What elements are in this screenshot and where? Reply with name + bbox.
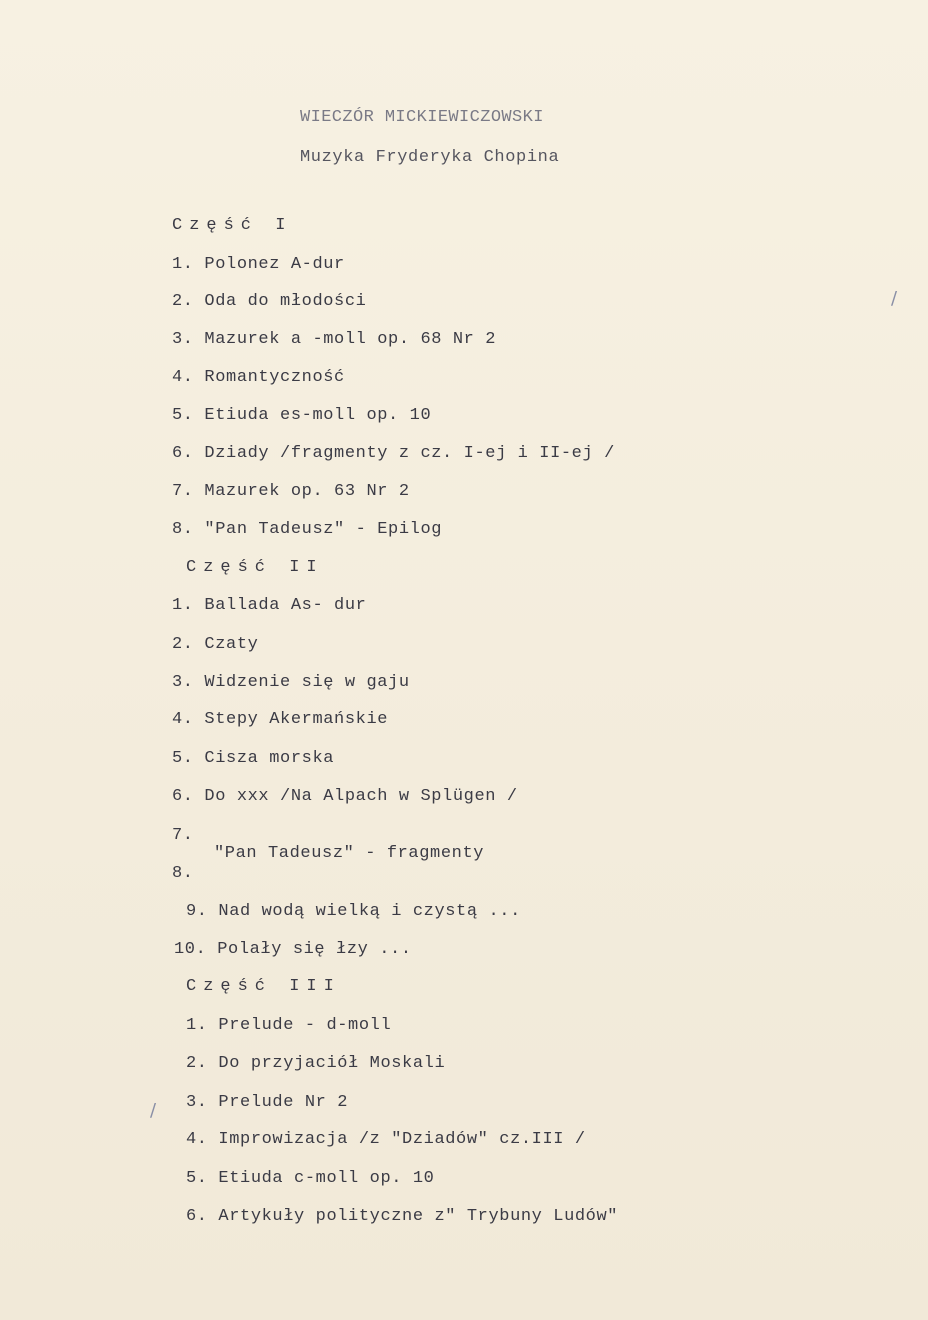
list-item (172, 444, 615, 464)
list-item (172, 368, 345, 388)
item-number: 4. (186, 1130, 208, 1149)
item-text: Etiuda es-moll op. 10 (204, 406, 432, 425)
item-number: 1. (172, 596, 194, 615)
item-number: 3. (186, 1093, 208, 1112)
list-item (172, 673, 410, 693)
item-text: Improwizacja /z "Dziadów" cz.III / (218, 1130, 586, 1149)
item-number: 5. (172, 749, 194, 768)
part-1-heading: Część I (172, 216, 293, 235)
list-item (172, 520, 442, 540)
item-text: Cisza morska (204, 749, 335, 768)
list-item (172, 255, 345, 275)
list-item-number-only (172, 826, 194, 846)
list-item (172, 292, 366, 312)
item-text: Polonez A-dur (204, 255, 345, 274)
grouped-item-text: "Pan Tadeusz" - fragmenty (214, 844, 485, 863)
item-text: Do xxx /Na Alpach w Splügen / (204, 787, 518, 806)
part-2-heading: Część II (186, 558, 324, 577)
pencil-mark-icon: / (891, 288, 898, 309)
item-number: 6. (172, 787, 194, 806)
list-item (186, 1169, 434, 1189)
item-text: Polały się łzy ... (217, 940, 412, 959)
item-number: 5. (172, 406, 194, 425)
item-number: 1. (186, 1016, 208, 1035)
item-number: 6. (172, 444, 194, 463)
item-text: Mazurek a -moll op. 68 Nr 2 (204, 330, 497, 349)
item-text: Do przyjaciół Moskali (218, 1054, 446, 1073)
item-text: "Pan Tadeusz" - Epilog (204, 520, 443, 539)
item-number: 2. (186, 1054, 208, 1073)
item-text: Nad wodą wielką i czystą ... (218, 902, 521, 921)
list-item (186, 1093, 348, 1113)
item-number: 5. (186, 1169, 208, 1188)
item-number: 2. (172, 635, 194, 654)
item-text: Prelude - d-moll (218, 1016, 392, 1035)
item-text: Widzenie się w gaju (204, 673, 410, 692)
list-item-number-only (172, 864, 194, 884)
list-item (186, 902, 521, 922)
list-item (172, 406, 431, 426)
list-item (172, 635, 258, 655)
item-number: 4. (172, 368, 194, 387)
item-text: Stepy Akermańskie (204, 710, 389, 729)
list-item (172, 710, 388, 730)
list-item (186, 1130, 586, 1150)
list-item (186, 1054, 445, 1074)
list-item (172, 787, 518, 807)
pencil-mark-icon: / (150, 1100, 157, 1121)
list-item (172, 749, 334, 769)
item-number: 9. (186, 902, 208, 921)
part-3-heading: Część III (186, 977, 341, 996)
item-number: 1. (172, 255, 194, 274)
item-number: 3. (172, 330, 194, 349)
item-number: 7. (172, 482, 194, 501)
list-item (172, 596, 366, 616)
list-item (186, 1016, 391, 1036)
item-text: Mazurek op. 63 Nr 2 (204, 482, 410, 501)
list-item (172, 330, 496, 350)
item-number: 8. (172, 520, 194, 539)
item-number: 2. (172, 292, 194, 311)
item-text: Artykuły polityczne z" Trybuny Ludów" (218, 1207, 619, 1226)
item-text: Dziady /fragmenty z cz. I-ej i II-ej / (204, 444, 615, 463)
item-text: Etiuda c-moll op. 10 (218, 1169, 435, 1188)
item-number: 4. (172, 710, 194, 729)
item-text: Czaty (204, 635, 259, 654)
item-number: 7. (172, 826, 194, 845)
item-text: Oda do młodości (204, 292, 367, 311)
page-subtitle: Muzyka Fryderyka Chopina (300, 148, 560, 167)
item-number: 6. (186, 1207, 208, 1226)
item-text: Romantyczność (204, 368, 345, 387)
item-text: Ballada As- dur (204, 596, 367, 615)
list-item (174, 940, 412, 960)
item-number: 3. (172, 673, 194, 692)
list-item (186, 1207, 618, 1227)
item-number: 10. (174, 940, 207, 959)
item-text: Prelude Nr 2 (218, 1093, 349, 1112)
list-item (172, 482, 410, 502)
item-number: 8. (172, 864, 194, 883)
page-title: WIECZÓR MICKIEWICZOWSKI (300, 108, 544, 127)
